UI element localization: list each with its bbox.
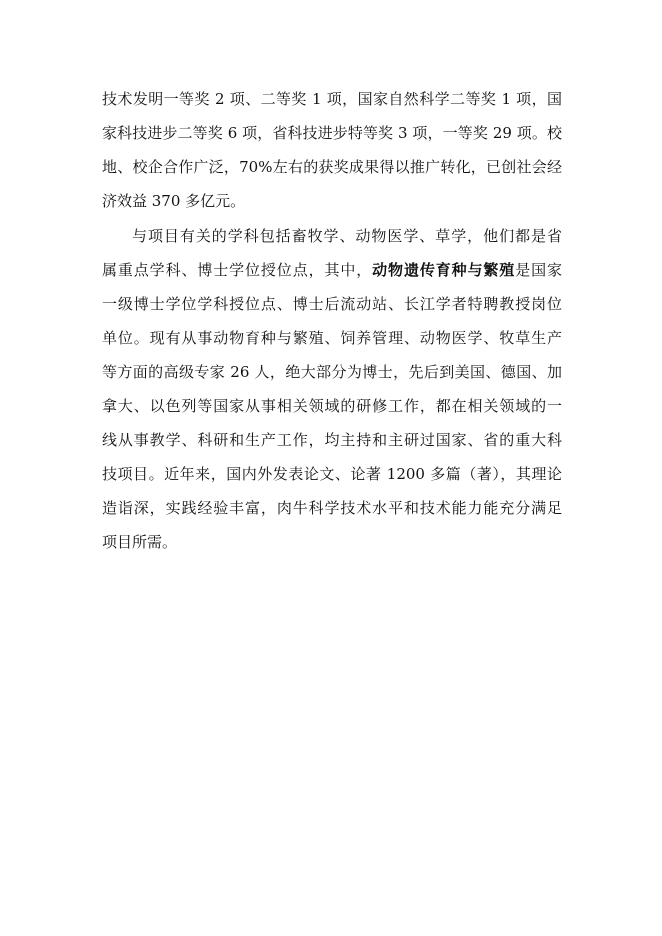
text-line: 等方面的高级专家 26 人，绝大部分为博士，先后到美国、德国、加 <box>102 363 562 381</box>
text-segment: 属重点学科、博士学位授位点，其中， <box>102 261 373 279</box>
text-line: 技项目。近年来，国内外发表论文、论著 1200 多篇（著），其理论 <box>102 465 562 483</box>
text-line: 造诣深，实践经验丰富，肉牛科学技术水平和技术能力能充分满足 <box>102 499 562 517</box>
text-line: 拿大、以色列等国家从事相关领域的研修工作，都在相关领域的一 <box>102 397 562 415</box>
text-line: 济效益 370 多亿元。 <box>102 192 246 210</box>
text-line: 项目所需。 <box>102 533 178 551</box>
emphasized-discipline: 动物遗传育种与繁殖 <box>372 261 516 279</box>
text-line-with-emphasis <box>102 253 562 287</box>
paragraph-disciplines <box>102 219 562 559</box>
text-line: 单位。现有从事动物育种与繁殖、饲养管理、动物医学、牧草生产 <box>102 329 562 347</box>
text-line: 地、校企合作广泛，70%左右的获奖成果得以推广转化，已创社会经 <box>102 158 562 176</box>
text-segment: 是国家 <box>515 261 562 279</box>
text-line: 一级博士学位学科授位点、博士后流动站、长江学者特聘教授岗位 <box>102 295 562 313</box>
text-line: 线从事教学、科研和生产工作，均主持和主研过国家、省的重大科 <box>102 431 562 449</box>
paragraph-awards <box>102 82 562 218</box>
text-line: 家科技进步二等奖 6 项，省科技进步特等奖 3 项，一等奖 29 项。校 <box>102 124 562 142</box>
text-line: 技术发明一等奖 2 项、二等奖 1 项，国家自然科学二等奖 1 项，国 <box>102 90 562 108</box>
text-line: 与项目有关的学科包括畜牧学、动物医学、草学，他们都是省 <box>132 227 562 245</box>
